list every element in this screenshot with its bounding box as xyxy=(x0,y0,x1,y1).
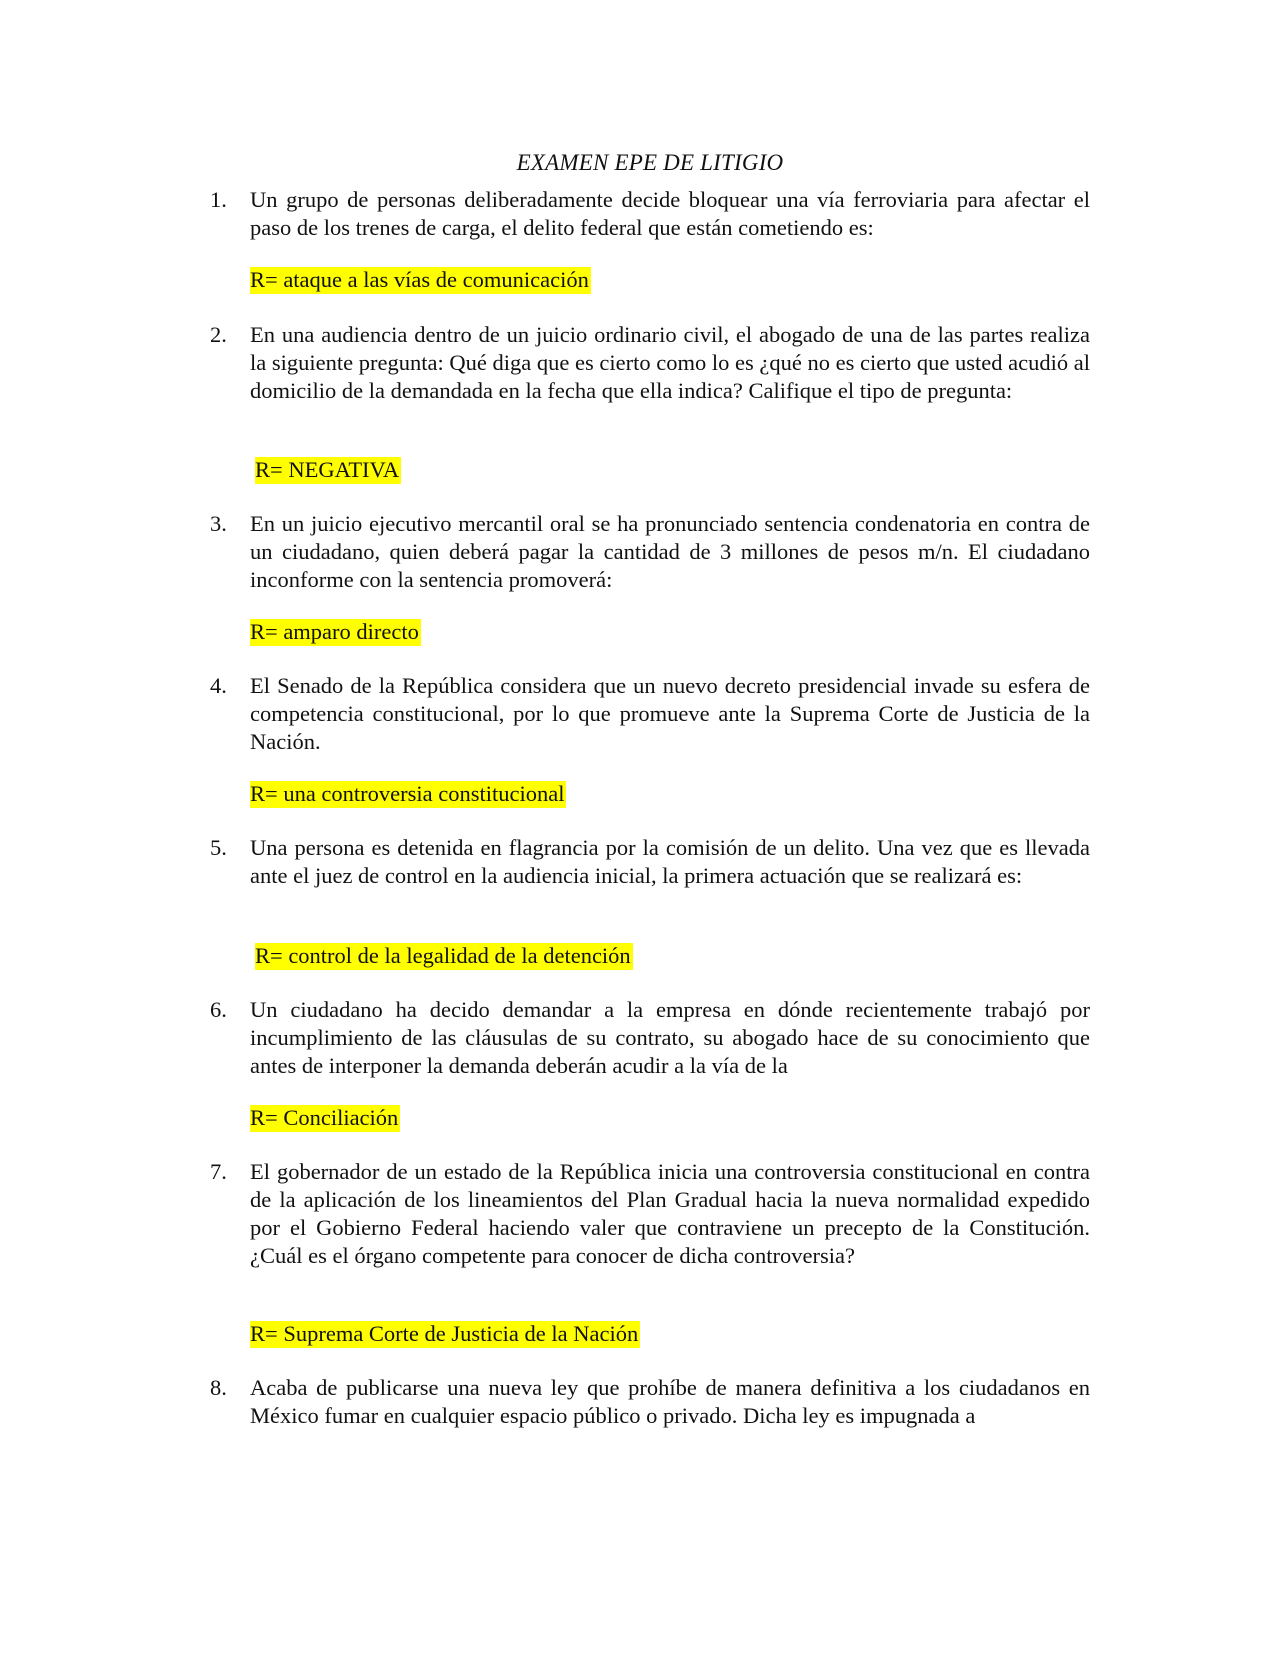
question-7 xyxy=(210,1158,1090,1270)
answer-6 xyxy=(250,1104,400,1132)
question-text: Un ciudadano ha decido demandar a la empresa en dónde recientemente trabajó por incumplimiento de las cláusulas de su contrato, su abogado hace de su conocimiento que antes de interponer la demanda deberán acudir a la vía de la xyxy=(250,997,1090,1078)
answer-5 xyxy=(255,942,633,970)
question-3 xyxy=(210,510,1090,594)
question-6 xyxy=(210,996,1090,1080)
question-number: 7. xyxy=(210,1159,227,1184)
question-text: El gobernador de un estado de la República inicia una controversia constitucional en contra de la aplicación de los lineamientos del Plan Gradual hacia la nueva normalidad expedido por el Gobierno Federal haciendo valer que contraviene un precepto de la Constitución. ¿Cuál es el órgano competente para conocer de dicha controversia? xyxy=(250,1159,1090,1268)
question-number: 3. xyxy=(210,511,227,536)
question-text: Acaba de publicarse una nueva ley que prohíbe de manera definitiva a los ciudadanos en México fumar en cualquier espacio público o privado. Dicha ley es impugnada a xyxy=(250,1375,1090,1428)
answer-3 xyxy=(250,618,421,646)
answer-text: R= una controversia constitucional xyxy=(250,781,565,806)
question-8 xyxy=(210,1374,1090,1430)
question-text: El Senado de la República considera que un nuevo decreto presidencial invade su esfera de competencia constitucional, por lo que promueve ante la Suprema Corte de Justicia de la Nación. xyxy=(250,673,1090,754)
answer-text: R= ataque a las vías de comunicación xyxy=(250,267,589,292)
answer-1 xyxy=(250,266,591,294)
question-1 xyxy=(210,186,1090,242)
question-text: Un grupo de personas deliberadamente decide bloquear una vía ferroviaria para afectar el paso de los trenes de carga, el delito federal que están cometiendo es: xyxy=(250,187,1090,240)
question-text: Una persona es detenida en flagrancia por la comisión de un delito. Una vez que es llevada ante el juez de control en la audiencia inicial, la primera actuación que se realizará es: xyxy=(250,835,1090,888)
question-number: 4. xyxy=(210,673,227,698)
answer-text: R= amparo directo xyxy=(250,619,419,644)
answer-text: R= Conciliación xyxy=(250,1105,399,1130)
question-number: 8. xyxy=(210,1375,227,1400)
question-number: 2. xyxy=(210,322,227,347)
question-text: En una audiencia dentro de un juicio ordinario civil, el abogado de una de las partes realiza la siguiente pregunta: Qué diga que es cierto como lo es ¿qué no es cierto que usted acudió al domicilio de la demandada en la fecha que ella indica? Califique el tipo de pregunta: xyxy=(250,322,1090,403)
answer-text: R= control de la legalidad de la detención xyxy=(255,943,631,968)
question-number: 6. xyxy=(210,997,227,1022)
question-2 xyxy=(210,321,1090,405)
answer-7 xyxy=(250,1320,640,1348)
question-5 xyxy=(210,834,1090,890)
question-number: 5. xyxy=(210,835,227,860)
answer-2 xyxy=(255,456,401,484)
answer-4 xyxy=(250,780,566,808)
page-title: EXAMEN EPE DE LITIGIO xyxy=(516,150,784,175)
question-4 xyxy=(210,672,1090,756)
question-number: 1. xyxy=(210,187,227,212)
question-text: En un juicio ejecutivo mercantil oral se ha pronunciado sentencia condenatoria en contra de un ciudadano, quien deberá pagar la cantidad de 3 millones de pesos m/n. El ciudadano inconforme con la sentencia promoverá: xyxy=(250,511,1090,592)
answer-text: R= NEGATIVA xyxy=(255,457,400,482)
answer-text: R= Suprema Corte de Justicia de la Nación xyxy=(250,1321,639,1346)
